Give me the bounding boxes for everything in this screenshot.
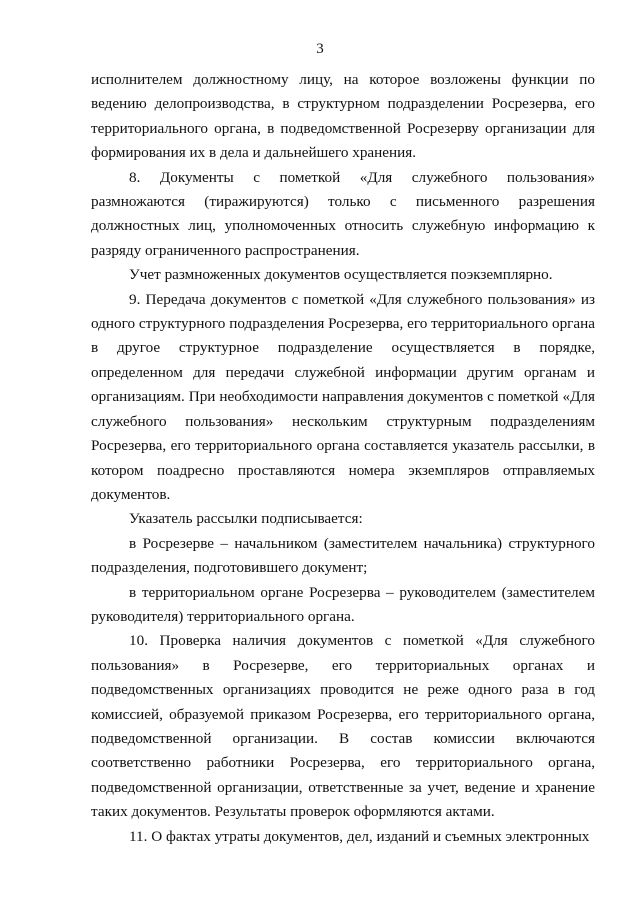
paragraph-signed-in-territorial-body: в территориальном органе Росрезерва – руководителем (заместителем руководителя) территориального органа.: [91, 583, 595, 625]
paragraph-continuation: исполнителем должностному лицу, на которое возложены функции по ведению делопроизводства, в структурном подразделении Росрезерва, его территориального органа, в подведомственной Росрезерву организации для формирования их в дела и дальнейшего хранения.: [91, 71, 595, 162]
paragraph-item-9: 9. Передача документов с пометкой «Для служебного пользования» из одного структурного подразделения Росрезерва, его территориального органа в другое структурное подразделение осуществляется в порядке, определенном для передачи служебной информации другим органам и организациям. При необходимости направления документов с пометкой «Для служебного пользования» нескольким структурным подразделениям Росрезерва, его территориального органа составляется указатель рассылки, в котором поадресно проставляются номера экземпляров отправляемых документов.: [91, 290, 595, 503]
paragraph-signed-in-rosrezerv: в Росрезерве – начальником (заместителем начальника) структурного подразделения, подготовившего документ;: [91, 534, 595, 577]
paragraph-item-10: 10. Проверка наличия документов с пометкой «Для служебного пользования» в Росрезерве, его территориальных органах и подведомственных организациях проводится не реже одного раза в год комиссией, образуемой приказом Росрезерва, его территориального органа, подведомственной организации. В состав комиссии включаются соответственно работники Росрезерва, его территориального органа, подведомственной организации, ответственные за учет, ведение и хранение таких документов. Результаты проверок оформляются актами.: [91, 632, 595, 821]
paragraph-item-11: 11. О фактах утраты документов, дел, изданий и съемных электронных: [129, 827, 590, 845]
paragraph-mailing-list-signed: Указатель рассылки подписывается:: [129, 510, 363, 528]
document-body: [91, 68, 595, 849]
paragraph-copy-accounting: Учет размноженных документов осуществляется поэкземплярно.: [129, 266, 553, 284]
paragraph-item-8: 8. Документы с пометкой «Для служебного пользования» размножаются (тиражируются) только с письменного разрешения должностных лиц, уполномоченных относить служебную информацию к разряду ограниченного распространения.: [91, 168, 595, 259]
page-number: 3: [316, 41, 324, 57]
